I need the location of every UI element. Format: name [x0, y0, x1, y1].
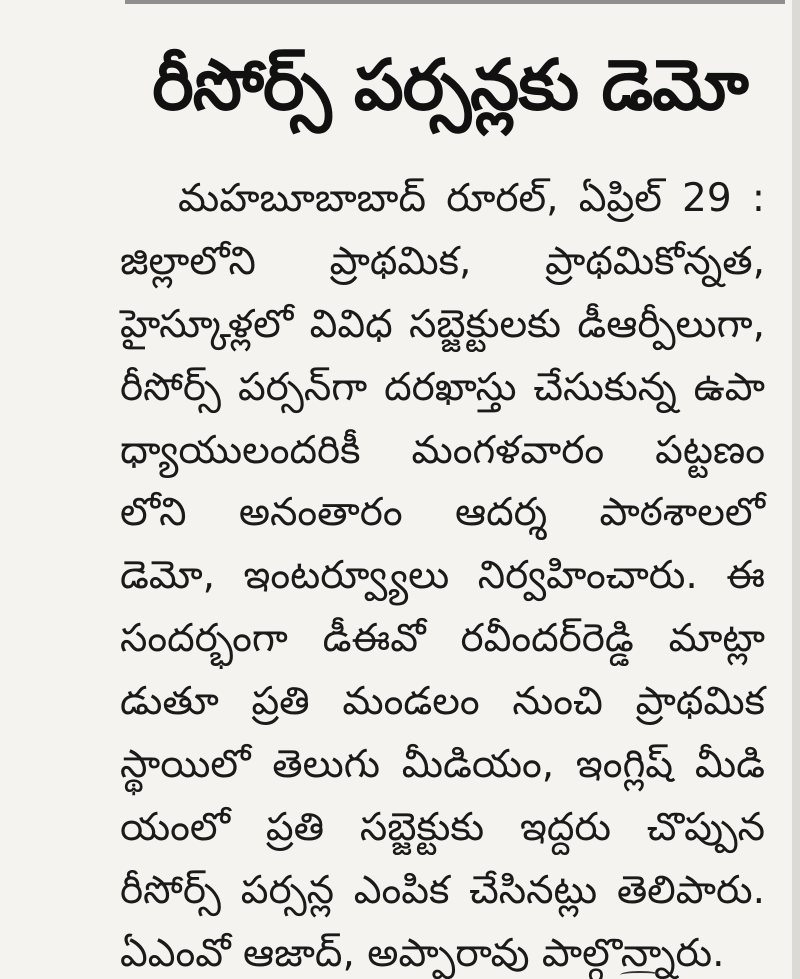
article-dateline: మహబూబాబాద్ రూరల్, ఏప్రిల్ 29 : — [178, 176, 765, 221]
article-line: డెమో, ఇంటర్వ్యూలు నిర్వహించారు. ఈ — [120, 553, 765, 599]
article-line: హైస్కూళ్లలో వివిధ సబ్జెక్టులకు డీఆర్పీలుగా, — [120, 301, 765, 347]
print-mark — [620, 971, 660, 979]
article-headline: రీసోర్స్ పర్సన్లకు డెమో — [152, 44, 748, 126]
article-line: ఏఎంవో ఆజాద్, అప్పారావు పాల్గొన్నారు. — [120, 930, 725, 976]
top-column-rule — [125, 0, 785, 4]
article-line: యంలో ప్రతి సబ్జెక్టుకు ఇద్దరు చొప్పున — [120, 804, 765, 850]
article-line: జిల్లాలోని ప్రాథమిక, ప్రాథమికోన్నత, — [120, 238, 765, 284]
article-line: డుతూ ప్రతి మండలం నుంచి ప్రాథమిక — [120, 679, 765, 725]
article-line: ధ్యాయులందరికీ మంగళవారం పట్టణం — [120, 427, 765, 473]
article-body — [120, 168, 765, 979]
article-line: లోని అనంతారం ఆదర్శ పాఠశాలలో — [120, 490, 765, 536]
page-edge — [792, 0, 800, 979]
article-line: రీసోర్స్ పర్సన్ల ఎంపిక చేసినట్లు తెలిపారు. — [120, 867, 765, 913]
article-line: స్థాయిలో తెలుగు మీడియం, ఇంగ్లిష్ మీడి — [120, 742, 765, 788]
article-line: సందర్భంగా డీఈవో రవీందర్‌రెడ్డి మాట్లా — [120, 616, 765, 662]
article-line: రీసోర్స్ పర్సన్‌గా దరఖాస్తు చేసుకున్న ఉపా — [120, 364, 765, 410]
